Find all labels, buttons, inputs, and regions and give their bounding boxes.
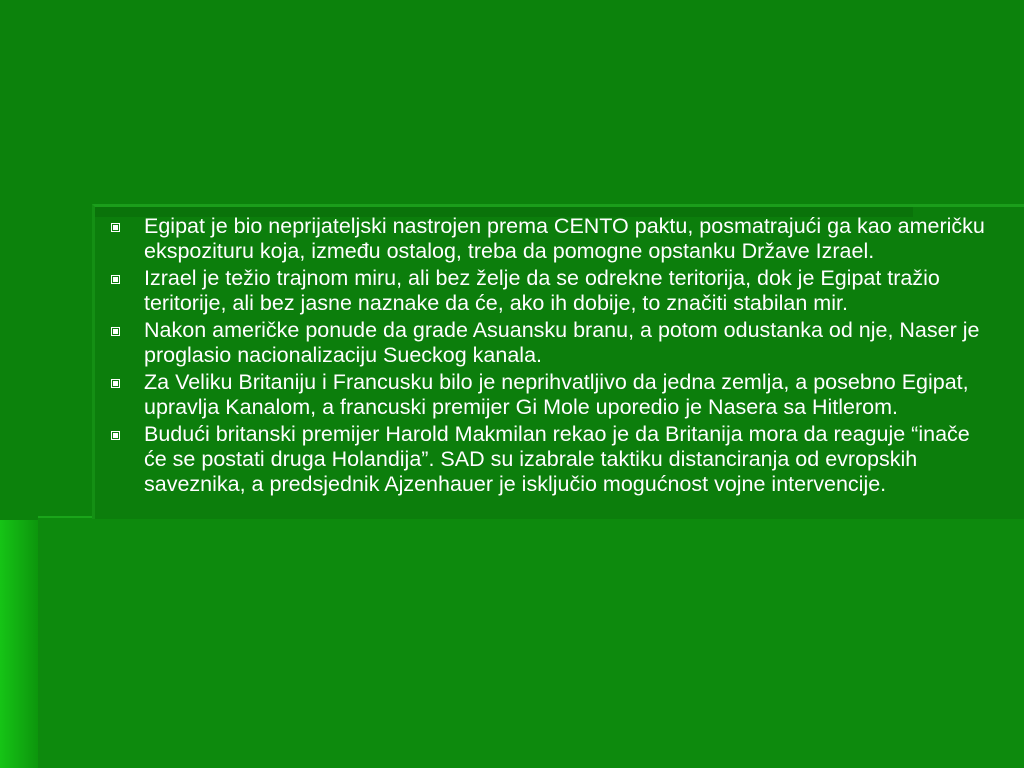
bullet-text-3: Nakon američke ponude da grade Asuansku branu, a potom odustanka od nje, Naser je proglasio nacionalizaciju Sueckog kanala. xyxy=(144,318,980,367)
bullet-item-5 xyxy=(108,422,988,497)
bullet-item-1 xyxy=(108,214,988,264)
square-bullet-icon xyxy=(111,431,120,440)
bullet-text-2: Izrael je težio trajnom miru, ali bez želje da se odrekne teritorija, dok je Egipat tražio teritorije, ali bez jasne naznake da će, ako ih dobije, to značiti stabilan mir. xyxy=(144,266,940,315)
bullet-text-5: Budući britanski premijer Harold Makmilan rekao je da Britanija mora da reaguje “inače će se postati druga Holandija”. SAD su izabrale taktiku distanciranja od evropskih saveznika, a predsjednik Ajzenhauer je isključio mogućnost vojne intervencije. xyxy=(144,422,970,496)
bullet-text-1: Egipat je bio neprijateljski nastrojen prema CENTO paktu, posmatrajući ga kao američku ekspozituru koja, između ostalog, treba da pomogne opstanku Države Izrael. xyxy=(144,214,985,263)
left-gradient-bar xyxy=(0,520,38,768)
bullet-item-3 xyxy=(108,318,988,368)
bullet-list xyxy=(108,214,988,497)
lower-frame xyxy=(38,516,1024,768)
bullet-item-4 xyxy=(108,370,988,420)
square-bullet-icon xyxy=(111,327,120,336)
square-bullet-icon xyxy=(111,379,120,388)
bullet-text-4: Za Veliku Britaniju i Francusku bilo je neprihvatljivo da jedna zemlja, a posebno Egipat, upravlja Kanalom, a francuski premijer Gi Mole uporedio je Nasera sa Hitlerom. xyxy=(144,370,969,419)
square-bullet-icon xyxy=(111,223,120,232)
slide-content xyxy=(108,214,988,499)
bullet-item-2 xyxy=(108,266,988,316)
square-bullet-icon xyxy=(111,275,120,284)
